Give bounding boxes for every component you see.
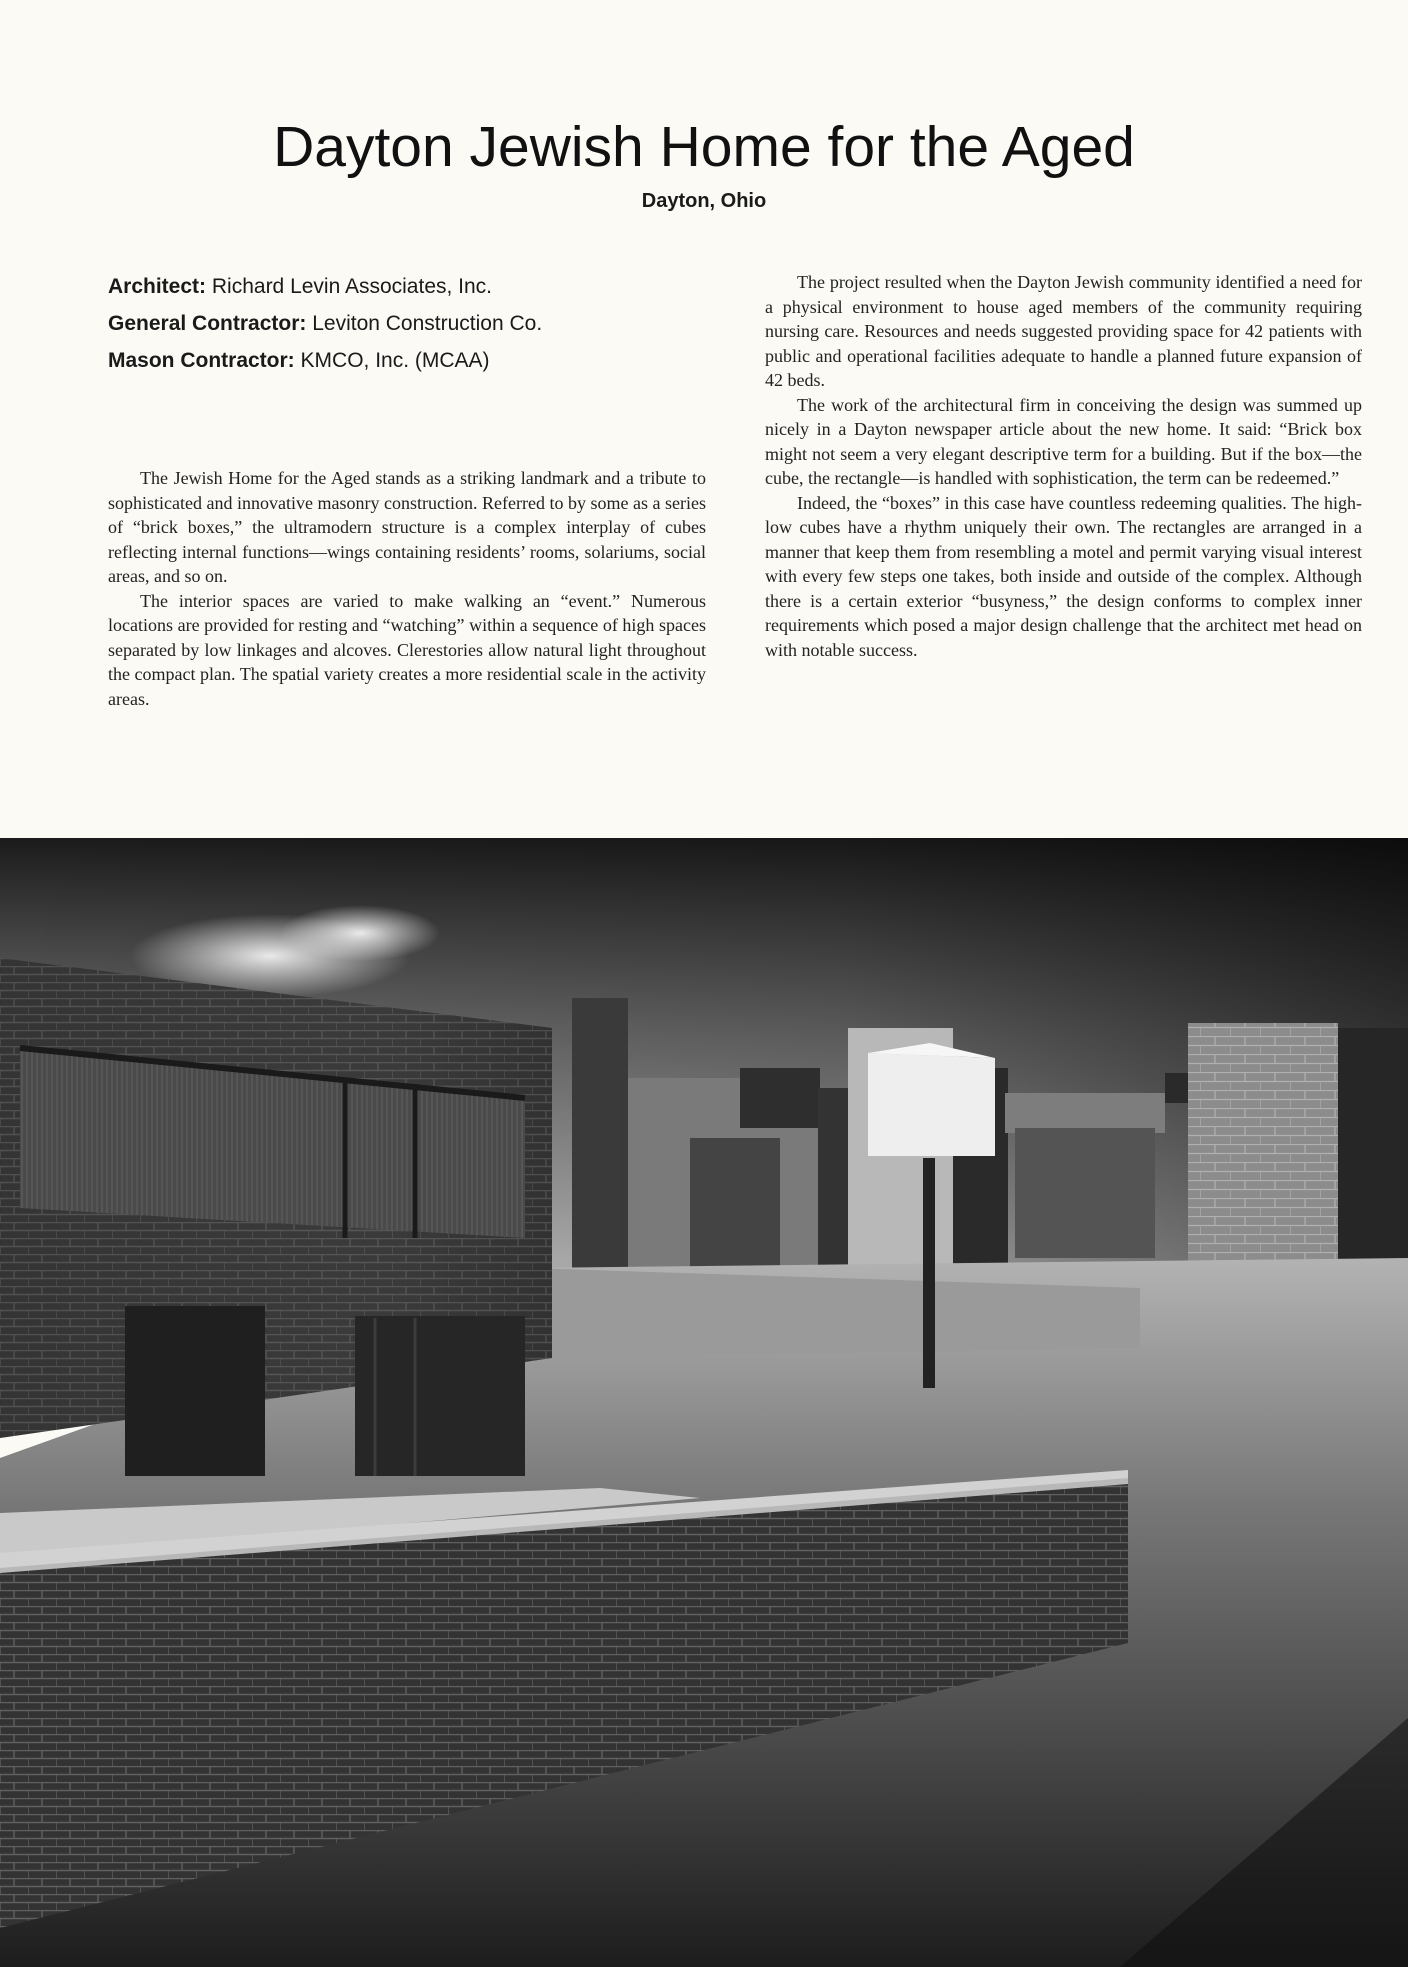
page-title: Dayton Jewish Home for the Aged: [273, 115, 1135, 179]
building-photograph: [0, 838, 1408, 1967]
lamp-post: [923, 1158, 935, 1388]
credit-label: Mason Contractor:: [108, 349, 295, 372]
credit-value: KMCO, Inc. (MCAA): [300, 349, 490, 372]
credits-block: [108, 268, 708, 379]
credit-label: Architect:: [108, 275, 207, 298]
body-column-left: [108, 466, 706, 711]
paragraph: The interior spaces are varied to make walking an “event.” Numerous locations are provided for resting and “watching” within a sequence of high spaces separated by low linkages and alcoves. Clerestories allow natural light throughout the compact plan. The spatial variety creates a more residential scale in the activity areas.: [108, 590, 706, 709]
credit-architect: [108, 268, 708, 305]
paragraph: The work of the architectural firm in conceiving the design was summed up nicely in a Dayton newspaper article about the new home. It said: “Brick box might not seem a very elegant descriptive term for a building. But if the box—the cube, the rectangle—is handled with sophistication, the term can be redeemed.”: [765, 394, 1362, 488]
paragraph: The project resulted when the Dayton Jewish community identified a need for a physical environment to house aged members of the community requiring nursing care. Resources and needs suggested providing space for 42 patients with public and operational facilities adequate to handle a planned future expansion of 42 beds.: [765, 272, 1362, 390]
page-subtitle-location: Dayton, Ohio: [641, 190, 767, 212]
building-photo-svg: [0, 838, 1408, 1967]
credit-general-contractor: [108, 305, 708, 342]
body-column-right: [765, 270, 1362, 662]
credit-value: Richard Levin Associates, Inc.: [211, 275, 493, 298]
paragraph: Indeed, the “boxes” in this case have countless redeeming qualities. The high-low cubes have a rhythm uniquely their own. The rectangles are arranged in a manner that keep them from resembling a motel and permit varying visual interest with every few steps one takes, both inside and outside of the complex. Although there is a certain exterior “busyness,” the design conforms to complex inner requirements which posed a major design challenge that the architect met head on with notable success.: [765, 492, 1362, 660]
credit-label: General Contractor:: [108, 312, 307, 335]
lamp-cube: [868, 1053, 995, 1156]
paragraph: The Jewish Home for the Aged stands as a striking landmark and a tribute to sophisticated and innovative masonry construction. Referred to by some as a series of “brick boxes,” the ultramodern structure is a complex interplay of cubes reflecting internal functions—wings containing residents’ rooms, solariums, social areas, and so on.: [108, 468, 706, 586]
credit-value: Leviton Construction Co.: [312, 312, 543, 335]
credit-mason-contractor: [108, 342, 708, 379]
